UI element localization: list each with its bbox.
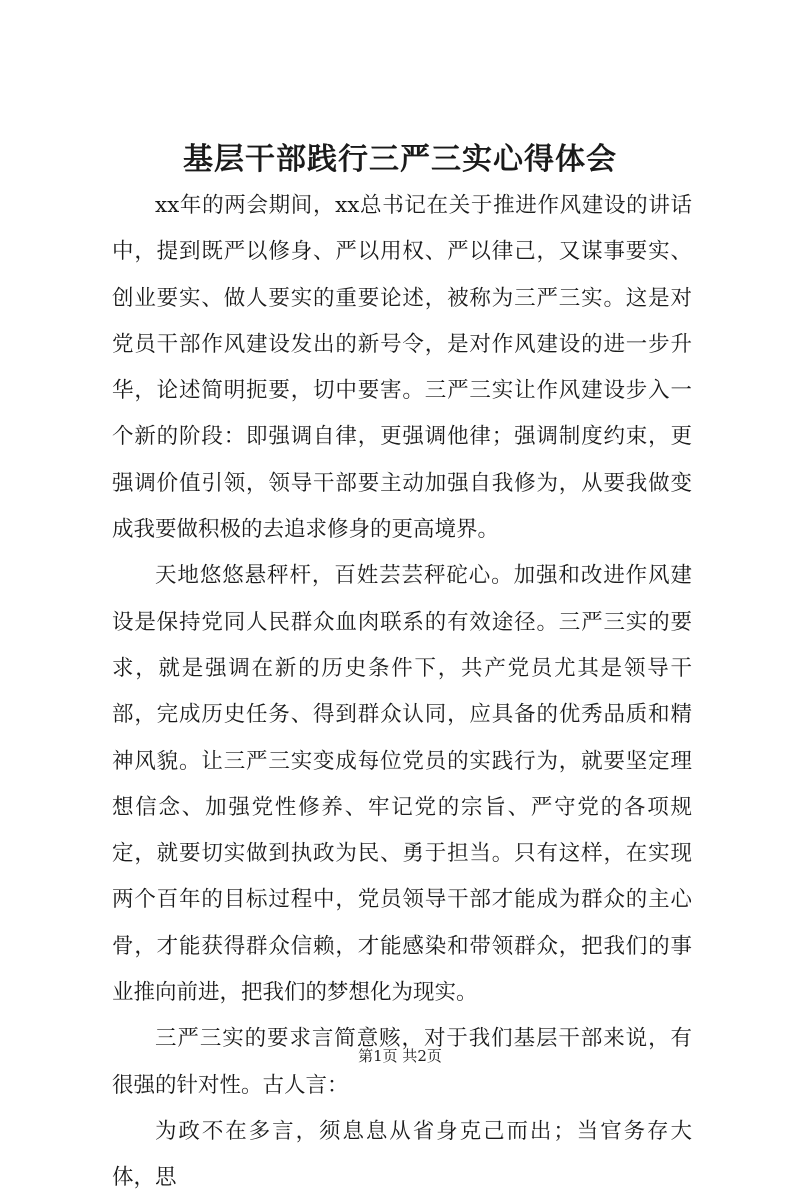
page-number-footer: 第1页 共2页 [358, 1047, 442, 1065]
paragraph-1: xx年的两会期间，xx总书记在关于推进作风建设的讲话中，提到既严以修身、严以用权、严以律己，又谋事要实、创业要实、做人要实的重要论述，被称为三严三实。这是对党员干部作风建设发出的新号令，是对作风建设的进一步升华，论述简明扼要，切中要害。三严三实让作风建设步入一个新的阶段：即强调自律，更强调他律；强调制度约束，更强调价值引领，领导干部要主动加强自我修为，从要我做变成我要做积极的去追求修身的更高境界。 [112, 193, 692, 543]
document-title: 基层干部践行三严三实心得体会 [183, 142, 617, 177]
paragraph-2: 天地悠悠悬秤杆，百姓芸芸秤砣心。加强和改进作风建设是保持党同人民群众血肉联系的有效途径。三严三实的要求，就是强调在新的历史条件下，共产党员尤其是领导干部，完成历史任务、得到群众认同，应具备的优秀品质和精神风貌。让三严三实变成每位党员的实践行为，就要坚定理想信念、加强党性修养、牢记党的宗旨、严守党的各项规定，就要切实做到执政为民、勇于担当。只有这样，在实现两个百年的目标过程中，党员领导干部才能成为群众的主心骨，才能获得群众信赖，才能感染和带领群众，把我们的事业推向前进，把我们的梦想化为现实。 [112, 563, 692, 1006]
paragraph-3: 三严三实的要求言简意赅，对于我们基层干部来说，有很强的针对性。古人言： [112, 1026, 692, 1098]
paragraph-4: 为政不在多言，须息息从省身克己而出；当官务存大体，思 [112, 1118, 692, 1191]
